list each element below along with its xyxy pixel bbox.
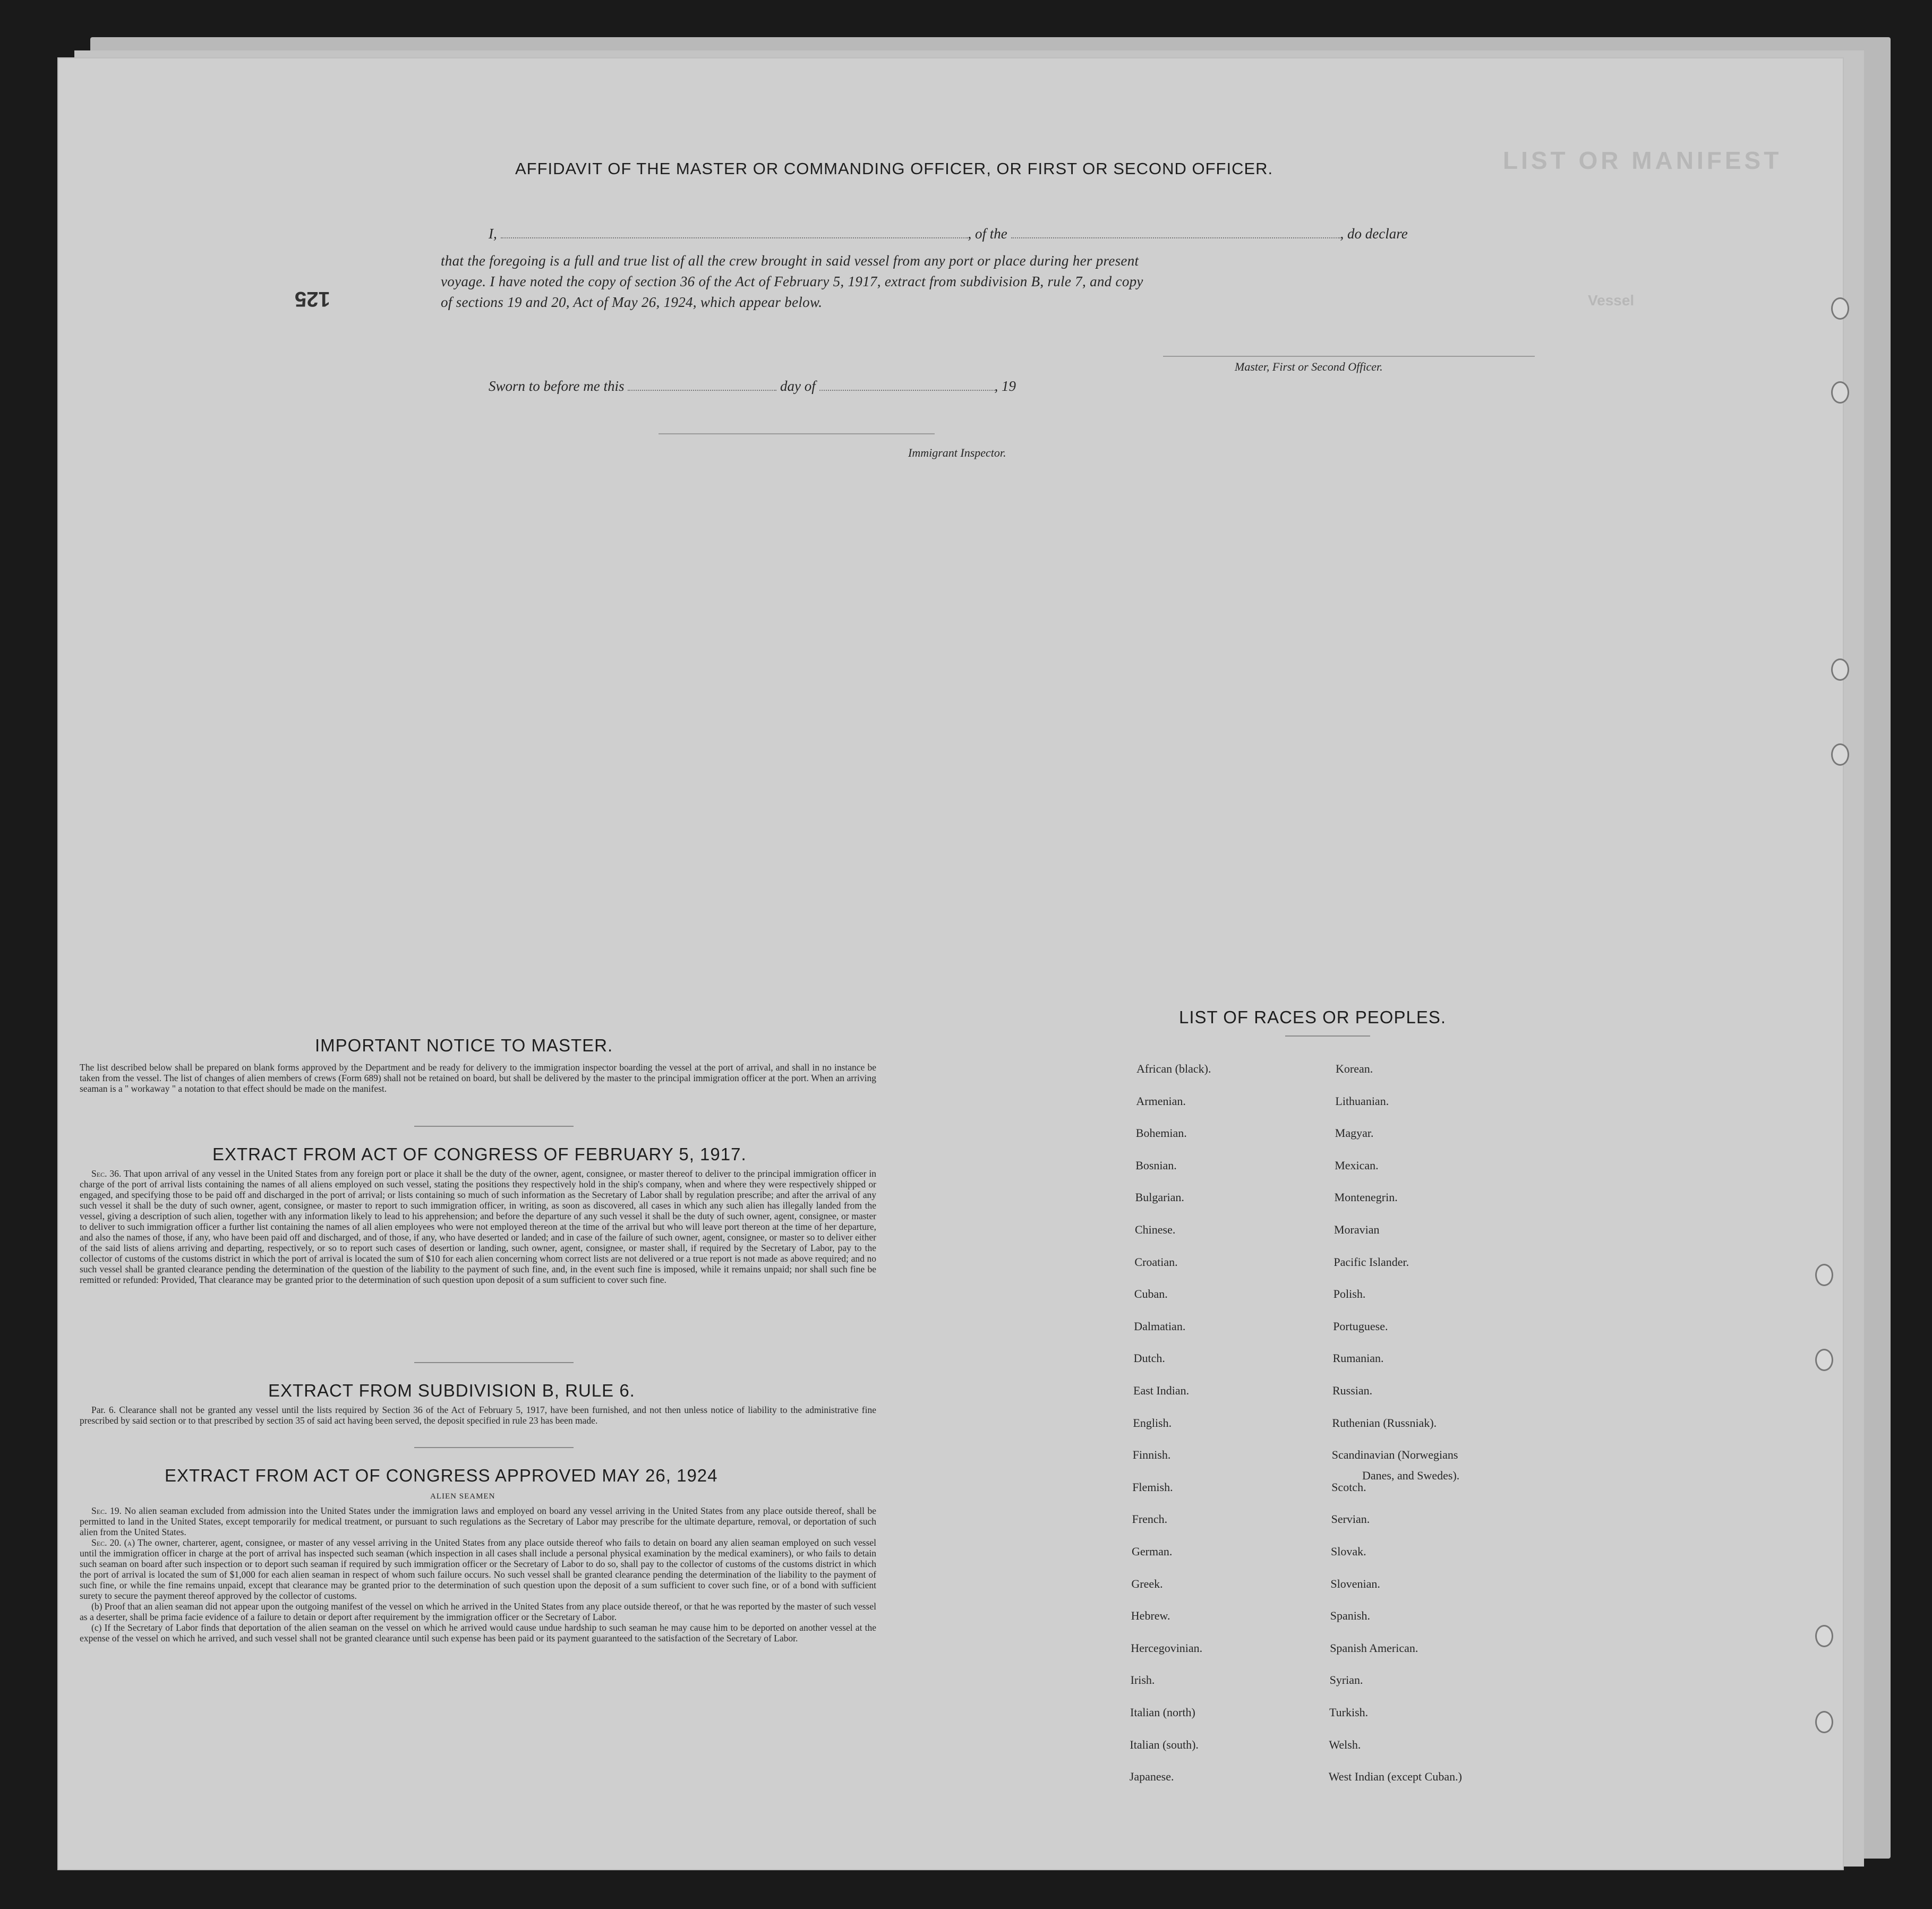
race-item: Chinese. <box>1135 1223 1176 1236</box>
race-item: Portuguese. <box>1333 1319 1388 1333</box>
race-item: Hercegovinian. <box>1131 1641 1203 1655</box>
race-item: Pacific Islander. <box>1333 1255 1409 1269</box>
race-item: Syrian. <box>1329 1673 1363 1687</box>
race-item: Armenian. <box>1136 1094 1186 1108</box>
race-item: Scotch. <box>1331 1480 1366 1494</box>
bleed-through-text: Vessel <box>1588 292 1635 309</box>
vessel-name-blank[interactable] <box>1011 225 1340 238</box>
sworn-month-blank[interactable] <box>819 377 995 391</box>
race-item: Servian. <box>1331 1512 1370 1526</box>
race-item: Welsh. <box>1329 1737 1361 1751</box>
document-page <box>58 58 1843 1869</box>
binding-hole <box>1831 658 1849 681</box>
race-item: Korean. <box>1336 1062 1373 1075</box>
signature-line <box>1163 356 1535 357</box>
race-item: Spanish American. <box>1330 1641 1418 1655</box>
notice-text: The list described below shall be prepared on blank forms approved by the Department and be ready for delivery to the immigration inspector boarding the vessel at the port of arrival, and shall in no instance be taken from the vessel. The list of changes of alien members of crews (Form 689) shall not be retained on board, but shall be delivered by the master to the principal immigration officer at the port. When an arriving seaman is a " workaway " a notation to that effect should be made on the manifest. <box>80 1062 876 1094</box>
signature-caption: Master, First or Second Officer. <box>1235 360 1383 373</box>
binding-hole <box>1831 743 1849 766</box>
alien-seamen-subheading: ALIEN SEAMEN <box>430 1492 495 1501</box>
race-item: English. <box>1133 1416 1172 1429</box>
race-item: German. <box>1132 1545 1173 1558</box>
race-item: Spanish. <box>1330 1609 1370 1623</box>
race-item: Dutch. <box>1133 1351 1165 1365</box>
binding-hole <box>1815 1349 1833 1371</box>
binding-hole <box>1815 1625 1833 1647</box>
race-item: Greek. <box>1131 1577 1163 1590</box>
inspector-caption: Immigrant Inspector. <box>908 446 1006 459</box>
race-item: Montenegrin. <box>1334 1191 1398 1204</box>
race-item: Scandinavian (Norwegians <box>1331 1448 1458 1462</box>
race-item: Cuban. <box>1134 1287 1168 1301</box>
race-item: Bohemian. <box>1135 1126 1187 1140</box>
binding-hole <box>1831 381 1849 404</box>
sworn-line: Sworn to before me this day of , 19 <box>489 378 1016 394</box>
race-item: Irish. <box>1130 1673 1155 1687</box>
race-item: Slovenian. <box>1330 1577 1380 1590</box>
divider-rule <box>414 1126 574 1127</box>
race-continuation: Danes, and Swedes). <box>1362 1469 1460 1482</box>
race-item: Turkish. <box>1329 1706 1369 1719</box>
binding-hole <box>1831 297 1849 320</box>
race-item: Moravian <box>1334 1223 1380 1236</box>
affidavit-line-3: of sections 19 and 20, Act of May 26, 1924, which appear below. <box>441 294 823 310</box>
sworn-day-blank[interactable] <box>628 377 776 391</box>
race-item: Flemish. <box>1132 1480 1173 1494</box>
race-item: Japanese. <box>1129 1770 1174 1784</box>
extract-rule6-heading: EXTRACT FROM SUBDIVISION B, RULE 6. <box>268 1381 635 1400</box>
declaration-line: I, , of the , do declare <box>489 226 1408 242</box>
race-item: Russian. <box>1332 1384 1373 1397</box>
affidavit-line-2: voyage. I have noted the copy of section 36 of the Act of February 5, 1917, extract from subdivision B, rule 7, and copy <box>441 273 1143 289</box>
race-item: Polish. <box>1333 1287 1366 1301</box>
extract-rule6-text: Par. 6. Clearance shall not be granted any vessel until the lists required by Section 36 of the Act of February 5, 1917, have been furnished, and not then unless notice of liability to the administrative fine prescribed by said section or to that prescribed by section 35 of said act having been served, the deposit specified in rule 23 has been made. <box>80 1405 877 1426</box>
race-item: African (black). <box>1136 1062 1211 1075</box>
extract-1917-text: Sec. 36. That upon arrival of any vessel in the United States from any foreign port or place it shall be the duty of the owner, agent, consignee, or master thereof to deliver to the principal immigration officer in charge of the port of arrival lists containing the names of all aliens employed on such vessel, stating the positions they respectively hold in the ship's company, when and where they were respectively shipped or engaged, and specifying those to be paid off and discharged in the port of arrival; or lists containing so much of such information as the Secretary of Labor shall by regulation prescribe; and after the arrival of any such vessel it shall be the duty of such owner, agent, consignee, or master to report to such immigration officer, in writing, as soon as discovered, all cases in which any such alien has illegally landed from the vessel, giving a description of such alien, together with any information likely to lead to his apprehension; and before the departure of any such vessel it shall be the duty of such owner, agent, consignee, or master to deliver to such immigration officer a further list containing the names of all alien employees who were not employed thereon at the time of the arrival but who will leave port thereon at the time of her departure, and also the names of those, if any, who have been paid off and discharged, and of those, if any, who have deserted or landed; and in case of the failure of such owner, agent, consignee, or master so to deliver either of the said lists of aliens arriving and departing, respectively, or so to report such cases of desertion or landing, such owner, agent, consignee, or master shall, if required by the Secretary of Labor, pay to the collector of customs of the customs district in which the port of arrival is located the sum of $10 for each alien concerning whom correct lists are not delivered or a true report is not made as above required; and no such vessel shall be granted clearance pending the determination of the question of the liability to the payment of such fine, and, in the event such fine is imposed, while it remains unpaid; nor shall such fine be remitted or refunded: Provided, That clearance may be granted prior to the determination of such question upon deposit of a sum sufficient to cover such fine. <box>80 1168 876 1285</box>
notice-heading: IMPORTANT NOTICE TO MASTER. <box>315 1035 613 1055</box>
inspector-signature-line <box>659 433 935 434</box>
divider-rule <box>414 1362 574 1363</box>
race-item: Dalmatian. <box>1134 1319 1186 1333</box>
race-item: Lithuanian. <box>1335 1094 1389 1108</box>
binding-hole <box>1815 1264 1833 1286</box>
master-name-blank[interactable] <box>501 225 968 238</box>
race-item: Rumanian. <box>1332 1351 1384 1365</box>
race-item: Hebrew. <box>1131 1609 1170 1623</box>
race-item: French. <box>1132 1512 1168 1526</box>
race-item: Italian (south). <box>1130 1737 1199 1751</box>
divider-rule <box>414 1447 574 1448</box>
race-item: Finnish. <box>1132 1448 1171 1462</box>
race-item: Bosnian. <box>1135 1158 1177 1172</box>
race-item: East Indian. <box>1133 1384 1190 1397</box>
race-item: West Indian (except Cuban.) <box>1328 1770 1462 1784</box>
race-item: Croatian. <box>1134 1255 1178 1269</box>
race-item: Bulgarian. <box>1135 1191 1184 1204</box>
race-item: Ruthenian (Russniak). <box>1332 1416 1437 1429</box>
extract-1917-heading: EXTRACT FROM ACT OF CONGRESS OF FEBRUARY 5, 1917. <box>212 1144 747 1164</box>
binding-hole <box>1815 1711 1833 1733</box>
race-item: Magyar. <box>1335 1126 1374 1140</box>
race-item: Mexican. <box>1335 1158 1379 1172</box>
affidavit-line-1: that the foregoing is a full and true list of all the crew brought in said vessel from any port or place during her present <box>441 253 1139 269</box>
affidavit-title: AFFIDAVIT OF THE MASTER OR COMMANDING OFFICER, OR FIRST OR SECOND OFFICER. <box>515 159 1273 178</box>
bleed-through-header: LIST OR MANIFEST <box>1503 147 1782 174</box>
divider-rule <box>1285 1035 1370 1037</box>
race-item: Slovak. <box>1331 1545 1366 1558</box>
extract-1924-text: Sec. 19. No alien seaman excluded from admission into the United States under the immigration laws and employed on board any vessel arriving in the United States from any place outside thereof, shall be permitted to land in the United States, except temporarily for medical treatment, or pursuant to such regulations as the Secretary of Labor may prescribe for the ultimate departure, removal, or deportation of such alien from the United States. Sec. 20. (a) The owner, charterer, agent, consignee, or master of any vessel arriving in the United States from any place outside thereof who fails to detain on board any alien seaman employed on such vessel until the immigration officer in charge at the port of arrival has inspected such seaman (which inspection in all cases shall include a personal physical examination by the medical examiners), or who fails to detain such seaman on board after such inspection or to deport such seaman if required by such immigration officer or the Secretary of Labor to do so, shall pay to the collector of customs of the customs district in which the port of arrival is located the sum of $1,000 for each alien seaman in respect of whom such failure occurs. No such vessel shall be granted clearance pending the determination of the liability to the payment of such fine, or while the fine remains unpaid, except that clearance may be granted prior to the determination of such question upon the deposit of a sum sufficient to cover such fine, or of a bond with sufficient surety to secure the payment thereof approved by the collector of customs. (b) Proof that an alien seaman did not appear upon the outgoing manifest of the vessel on which he arrived in the United States from any place outside thereof, or that he was reported by the master of such vessel as a deserter, shall be prima facie evidence of a failure to detain or deport after requirement by the immigration officer or the Secretary of Labor. (c) If the Secretary of Labor finds that deportation of the alien seaman on the vessel on which he arrived would cause undue hardship to such seaman he may cause him to be deported on another vessel at the expense of the vessel on which he arrived, and such vessel shall not be granted clearance until such expense has been paid or its payment guaranteed to the satisfaction of the Secretary of Labor. <box>80 1505 877 1643</box>
race-item: Italian (north) <box>1130 1706 1195 1719</box>
extract-1924-heading: EXTRACT FROM ACT OF CONGRESS APPROVED MAY 26, 1924 <box>165 1466 718 1485</box>
page-number-stamp: 125 <box>295 287 330 311</box>
races-heading: LIST OF RACES OR PEOPLES. <box>1179 1007 1447 1027</box>
